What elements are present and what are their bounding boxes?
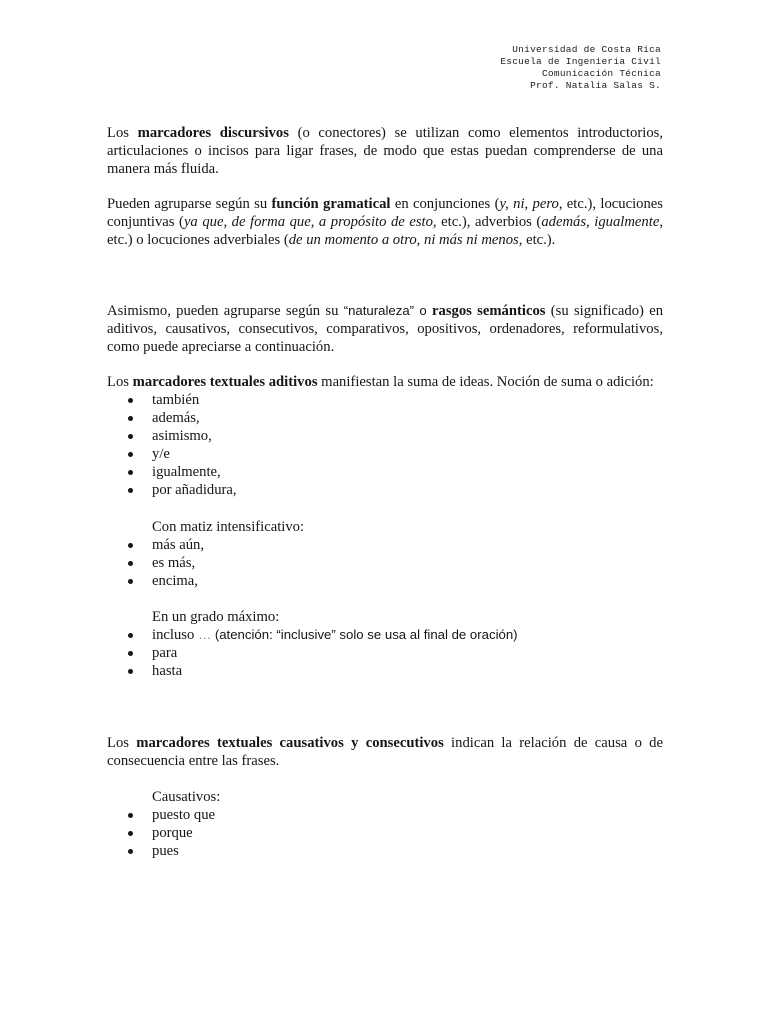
text-run: (o conectores) se utilizan como elementos introductorios, articulaciones o incisos para ligar frases, de modo que estas puedan comprenderse de una manera más fluida. bbox=[107, 125, 663, 177]
list-item-text: más aún, bbox=[152, 537, 205, 553]
list-item-text: por añadidura, bbox=[152, 482, 237, 498]
key-term: marcadores textuales aditivos bbox=[132, 374, 318, 390]
list-item-text: igualmente, bbox=[152, 464, 221, 480]
list-item bbox=[107, 427, 663, 445]
text-run: , etc.) o locuciones adverbiales ( bbox=[107, 214, 663, 248]
list-item-text: además, bbox=[152, 410, 200, 426]
additive-list bbox=[107, 391, 663, 499]
header-professor: Prof. Natalia Salas S. bbox=[530, 80, 661, 91]
text-run: Asimismo, pueden agruparse según su bbox=[107, 303, 344, 319]
list-item-text: porque bbox=[152, 825, 193, 841]
grammatical-function-paragraph bbox=[107, 195, 663, 249]
example-conjunctive-phrases: ya que, de forma que, a propósito de esto bbox=[183, 214, 433, 230]
causative-label: Causativos: bbox=[152, 789, 221, 805]
bullet-icon bbox=[128, 831, 133, 836]
list-item-text: es más, bbox=[152, 555, 196, 571]
list-item bbox=[107, 391, 663, 409]
key-term: función gramatical bbox=[271, 196, 391, 212]
list-item-text: pues bbox=[152, 843, 179, 859]
document-header bbox=[500, 44, 661, 92]
intensifier-label: Con matiz intensificativo: bbox=[152, 519, 305, 535]
causative-list bbox=[107, 806, 663, 860]
usage-note: (atención: “inclusive” solo se usa al final de oración) bbox=[214, 627, 518, 642]
header-school: Escuela de Ingeniería Civil bbox=[500, 56, 661, 67]
bullet-icon bbox=[128, 651, 133, 656]
list-item bbox=[107, 824, 663, 842]
list-item bbox=[107, 572, 663, 590]
intensifier-list bbox=[107, 536, 663, 590]
example-adverbs: además, igualmente bbox=[541, 214, 660, 230]
text-run: (su significado) en aditivos, causativos, consecutivos, comparativos, opositivos, ordenadores, reformulativos, como puede apreciarse a continuación. bbox=[107, 303, 664, 355]
bullet-icon bbox=[128, 434, 133, 439]
quoted-term: “naturaleza” o bbox=[343, 303, 433, 318]
list-item-text: puesto que bbox=[152, 807, 216, 823]
max-degree-label: En un grado máximo: bbox=[152, 609, 280, 625]
text-run: , etc.), adverbios ( bbox=[432, 214, 542, 230]
bullet-icon bbox=[128, 813, 133, 818]
key-term: marcadores discursivos bbox=[137, 125, 289, 141]
additive-intro-paragraph bbox=[107, 373, 663, 391]
bullet-icon bbox=[128, 849, 133, 854]
list-item-text: incluso bbox=[152, 627, 195, 643]
list-item bbox=[107, 806, 663, 824]
key-term: marcadores textuales causativos y consecutivos bbox=[136, 735, 444, 751]
list-item bbox=[107, 554, 663, 572]
list-item bbox=[107, 626, 663, 644]
text-run: Los bbox=[107, 374, 133, 390]
list-item-text: hasta bbox=[152, 663, 183, 679]
max-degree-list bbox=[107, 626, 663, 680]
header-course: Comunicación Técnica bbox=[541, 68, 661, 79]
list-item-text: y/e bbox=[152, 446, 170, 462]
semantic-features-paragraph bbox=[107, 302, 663, 356]
example-adverbial-phrases: de un momento a otro, ni más ni menos bbox=[288, 232, 519, 248]
bullet-icon bbox=[128, 669, 133, 674]
list-item-text: encima, bbox=[152, 573, 198, 589]
list-item bbox=[107, 445, 663, 463]
ellipsis: … bbox=[197, 627, 212, 642]
key-term: rasgos semánticos bbox=[432, 303, 546, 319]
list-item bbox=[107, 463, 663, 481]
list-item-text: asimismo, bbox=[152, 428, 212, 444]
text-run: Los bbox=[107, 125, 138, 141]
causative-intro-paragraph bbox=[107, 734, 663, 770]
list-item bbox=[107, 536, 663, 554]
list-item-text: para bbox=[152, 645, 178, 661]
list-item bbox=[107, 644, 663, 662]
bullet-icon bbox=[128, 488, 133, 493]
list-item bbox=[107, 481, 663, 499]
example-conjunctions: y, ni, pero bbox=[499, 196, 559, 212]
intro-paragraph bbox=[107, 124, 663, 178]
bullet-icon bbox=[128, 579, 133, 584]
document-body bbox=[107, 124, 663, 860]
text-run: indican la relación de causa o de consecuencia entre las frases. bbox=[107, 735, 663, 769]
bullet-icon bbox=[128, 543, 133, 548]
text-run: , etc.), locuciones conjuntivas ( bbox=[107, 196, 663, 230]
bullet-icon bbox=[128, 398, 133, 403]
bullet-icon bbox=[128, 561, 133, 566]
text-run: en conjunciones ( bbox=[390, 196, 500, 212]
list-item bbox=[107, 409, 663, 427]
bullet-icon bbox=[128, 633, 133, 638]
header-institution: Universidad de Costa Rica bbox=[512, 44, 661, 55]
bullet-icon bbox=[128, 470, 133, 475]
text-run: , etc.). bbox=[518, 232, 556, 248]
list-item bbox=[107, 842, 663, 860]
bullet-icon bbox=[128, 452, 133, 457]
text-run: manifiestan la suma de ideas. Noción de suma o adición: bbox=[317, 374, 654, 390]
list-item bbox=[107, 662, 663, 680]
list-item-text: también bbox=[152, 392, 200, 408]
bullet-icon bbox=[128, 416, 133, 421]
text-run: Los bbox=[107, 735, 137, 751]
text-run: Pueden agruparse según su bbox=[107, 196, 272, 212]
